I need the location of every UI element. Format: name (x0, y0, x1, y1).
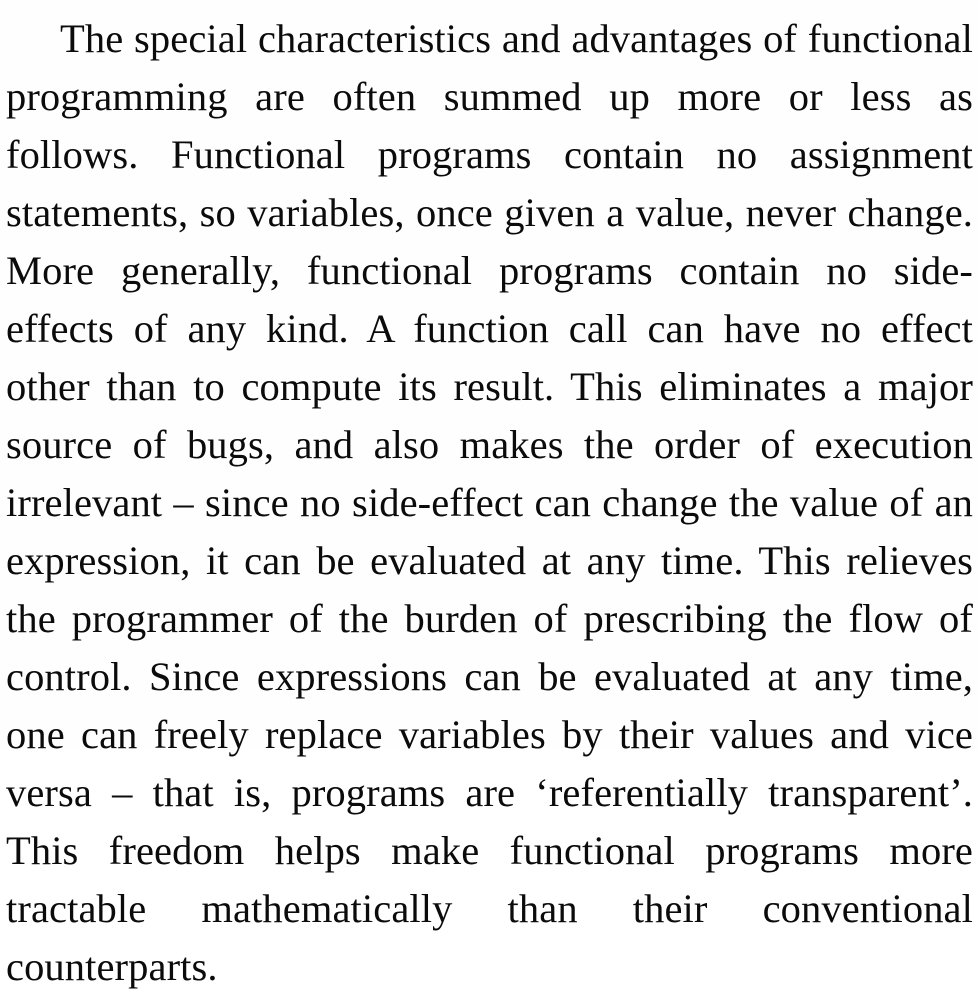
body-paragraph: The special characteristics and advantages of functional programming are often summed up more or less as follows. Functional programs contain no assignment statements, so variables, once given a value, never change. More generally, functional programs contain no side-effects of any kind. A function call can have no effect other than to compute its result. This eliminates a major source of bugs, and also makes the order of execution irrelevant – since no side-effect can change the value of an expression, it can be evaluated at any time. This relieves the programmer of the burden of prescribing the flow of control. Since expressions can be evaluated at any time, one can freely replace variables by their values and vice versa – that is, programs are ‘referentially transparent’. This freedom helps make functional programs more tractable mathematically than their conventional counterparts. (6, 16, 973, 989)
